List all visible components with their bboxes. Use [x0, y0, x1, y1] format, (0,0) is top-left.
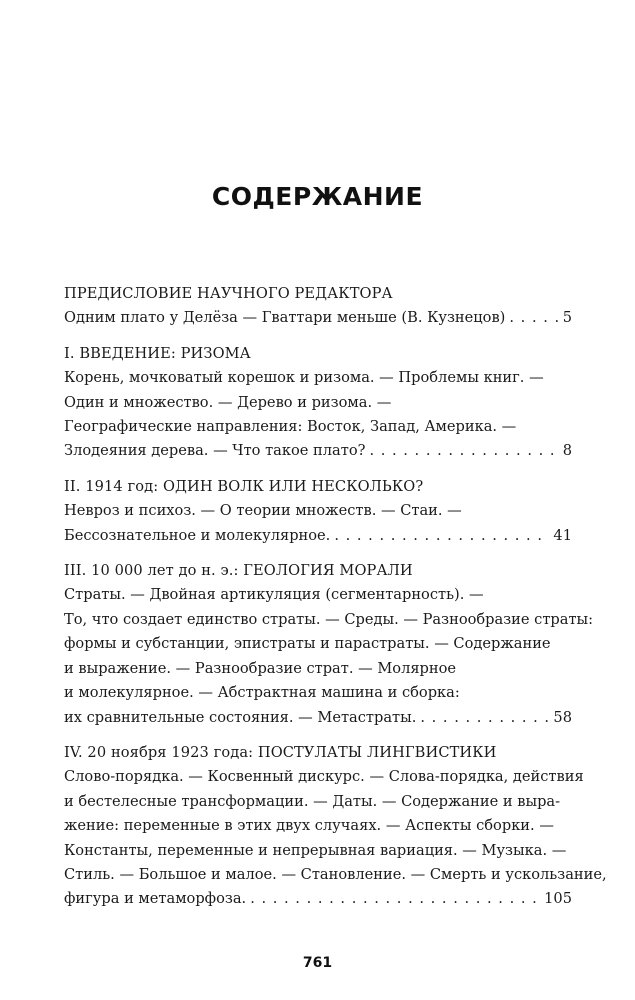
toc-section-preface — [64, 282, 572, 331]
entry-line: Стиль. — Большое и малое. — Становление. — Смерть и ускользание, — [64, 865, 607, 883]
entry-line: Страты. — Двойная артикуляция (сегментарность). — — [64, 586, 484, 604]
entry-line: и бестелесные трансформации. — Даты. — Содержание и выра- — [64, 792, 561, 810]
section-heading: I. ВВЕДЕНИЕ: РИЗОМА — [64, 344, 251, 362]
dot-leader — [420, 706, 549, 730]
page-number: 761 — [302, 955, 333, 971]
page-title: СОДЕРЖАНИЕ — [211, 182, 424, 211]
toc-entry-last-line — [64, 887, 572, 911]
section-heading: IV. 20 ноября 1923 года: ПОСТУЛАТЫ ЛИНГВИСТИКИ — [64, 743, 497, 761]
page-ref: 5 — [562, 309, 572, 327]
section-heading: III. 10 000 лет до н. э.: ГЕОЛОГИЯ МОРАЛИ — [64, 562, 413, 580]
dot-leader — [509, 306, 558, 330]
dot-leader — [369, 439, 558, 463]
page-ref: 8 — [562, 442, 572, 460]
toc-entry-last-line — [64, 524, 572, 548]
entry-text: Злодеяния дерева. — Что такое плато? — [64, 442, 366, 460]
entry-line: формы и субстанции, эпистраты и парастраты. — Содержание — [64, 635, 551, 653]
entry-text: Бессознательное и молекулярное. — [64, 526, 331, 544]
entry-line: Один и множество. — Дерево и ризома. — — [64, 393, 392, 411]
page-ref: 41 — [553, 526, 572, 544]
table-of-contents — [64, 282, 607, 923]
toc-entry-last-line — [64, 306, 572, 330]
entry-text: фигура и метаморфоза. — [64, 890, 247, 908]
page-ref: 58 — [553, 708, 572, 726]
toc-section-3 — [64, 559, 594, 730]
entry-line: То, что создает единство страты. — Среды. — Разнообразие страты: — [64, 610, 594, 628]
entry-line: и молекулярное. — Абстрактная машина и сборка: — [64, 684, 460, 702]
section-heading: II. 1914 год: ОДИН ВОЛК ИЛИ НЕСКОЛЬКО? — [64, 477, 424, 495]
entry-line: и выражение. — Разнообразие страт. — Молярное — [64, 659, 457, 677]
page-ref: 105 — [544, 890, 572, 908]
dot-leader — [250, 887, 540, 911]
entry-line: Корень, мочковатый корешок и ризома. — Проблемы книг. — — [64, 369, 544, 387]
toc-entry-last-line — [64, 706, 572, 730]
entry-line: Константы, переменные и непрерывная вариация. — Музыка. — — [64, 841, 567, 859]
entry-line: жение: переменные в этих двух случаях. — Аспекты сборки. — — [64, 817, 554, 835]
toc-entry-last-line — [64, 439, 572, 463]
toc-section-4 — [64, 741, 607, 912]
entry-line: Слово-порядка. — Косвенный дискурс. — Слова-порядка, действия — [64, 768, 584, 786]
entry-text: их сравнительные состояния. — Метастраты. — [64, 708, 417, 726]
section-heading: ПРЕДИСЛОВИЕ НАУЧНОГО РЕДАКТОРА — [64, 285, 393, 302]
entry-line: Невроз и психоз. — О теории множеств. — Стаи. — — [64, 502, 462, 520]
toc-section-1 — [64, 342, 572, 464]
toc-section-2 — [64, 475, 572, 548]
dot-leader — [334, 524, 549, 548]
entry-text: Одним плато у Делёза — Гваттари меньше (В. Кузнецов) — [64, 309, 506, 327]
entry-line: Географические направления: Восток, Запад, Америка. — — [64, 418, 517, 436]
